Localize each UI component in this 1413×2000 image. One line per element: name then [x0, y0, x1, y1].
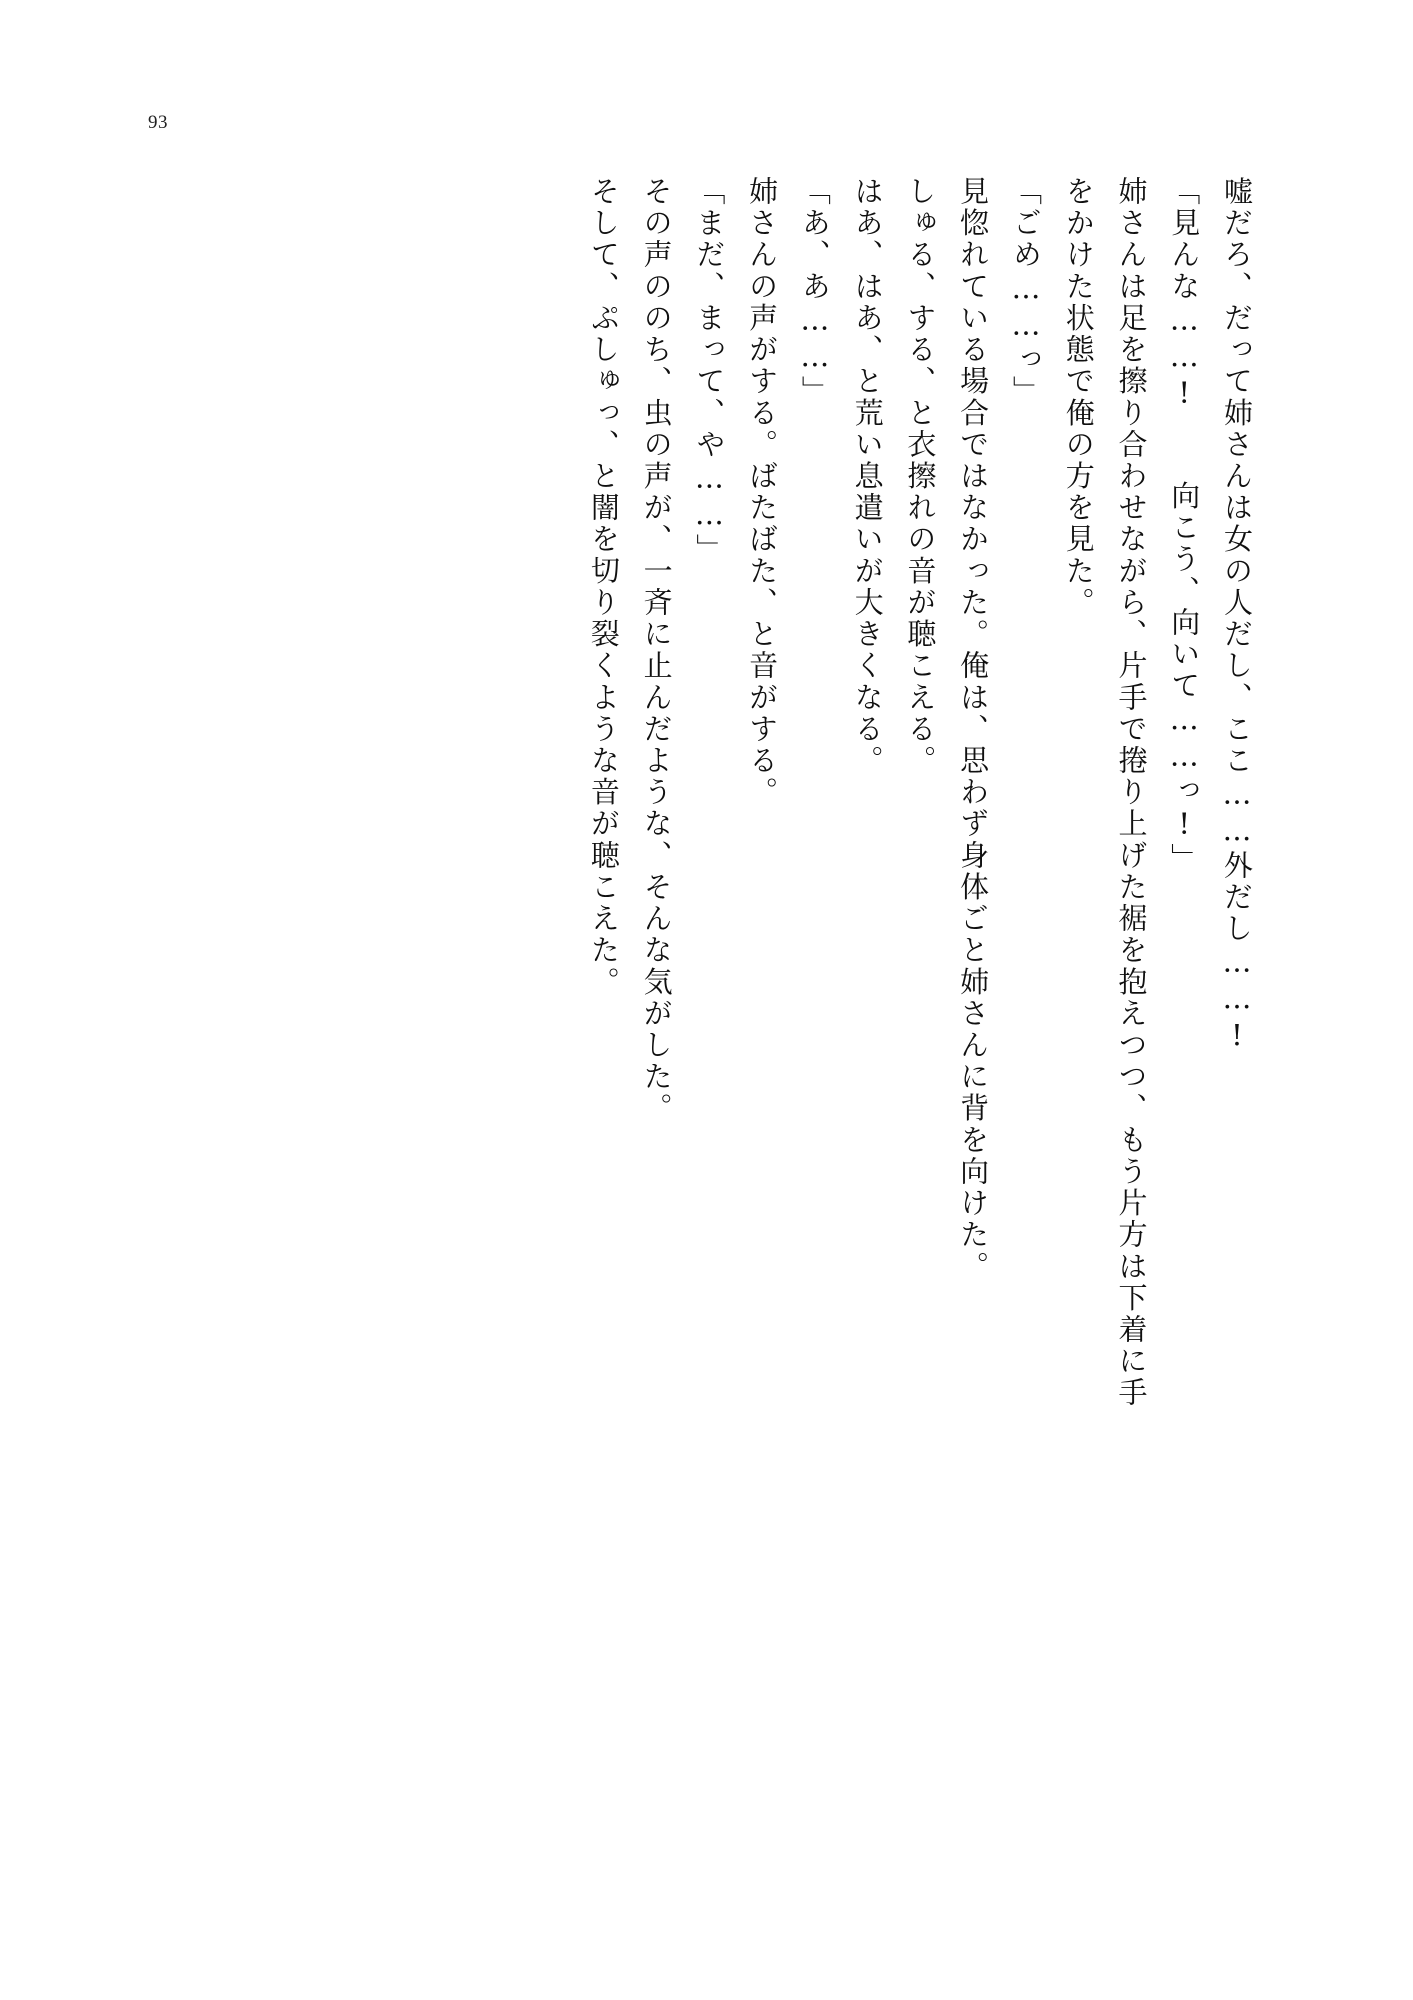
body-line: をかけた状態で俺の方を見た。 — [1061, 176, 1096, 619]
body-line: 姉さんの声がする。ばたばた、と音がする。 — [745, 176, 780, 809]
body-line: その声ののち、虫の声が、一斉に止んだような、そんな気がした。 — [639, 176, 674, 1125]
body-line: 「まだ、まって、や……」 — [692, 176, 727, 566]
body-line: 「見んな……! 向こう、向いて……っ!」 — [1167, 176, 1202, 875]
body-line: 嘘だろ、だって姉さんは女の人だし、ここ……外だし……! — [1220, 176, 1254, 1055]
page-number: 93 — [148, 112, 168, 133]
page-body-text — [143, 176, 1263, 1656]
body-line: はあ、はあ、と荒い息遣いが大きくなる。 — [850, 176, 885, 777]
body-line: 「あ、あ……」 — [797, 176, 832, 408]
body-line: 見惚れている場合ではなかった。俺は、思わず身体ごと姉さんに背を向けた。 — [956, 176, 991, 1283]
body-line: 「ごめ……っ」 — [1008, 176, 1043, 408]
body-line: しゅる、する、と衣擦れの音が聴こえる。 — [903, 176, 938, 777]
body-line: そして、ぷしゅっ、と闇を切り裂くような音が聴こえた。 — [586, 176, 621, 998]
body-line: 姉さんは足を擦り合わせながら、片手で捲り上げた裾を抱えつつ、もう片方は下着に手 — [1114, 176, 1149, 1409]
